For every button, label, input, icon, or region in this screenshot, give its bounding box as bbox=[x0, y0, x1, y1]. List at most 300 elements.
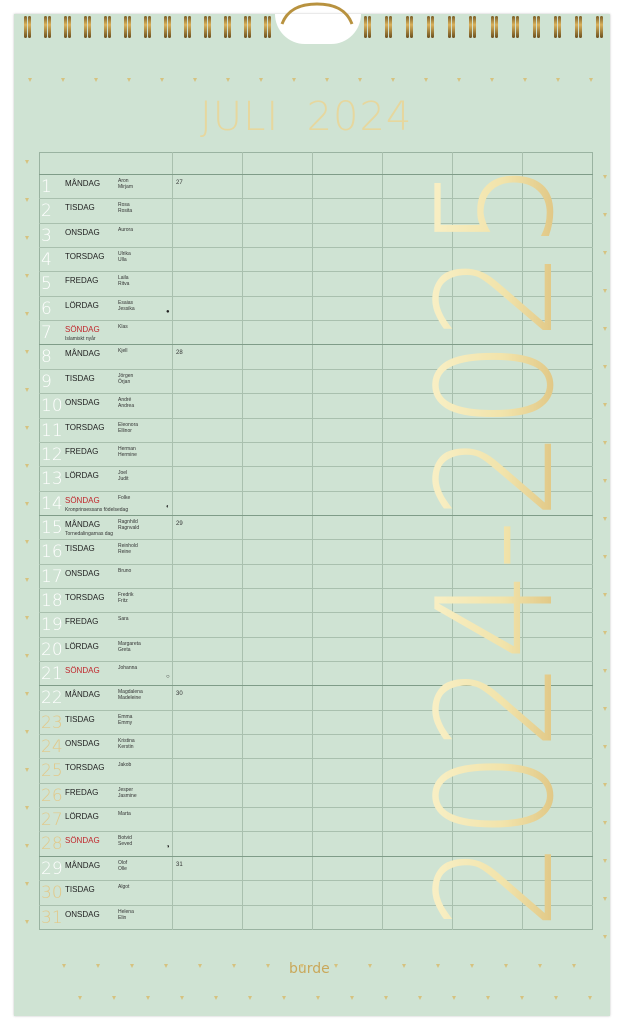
spiral-coil bbox=[410, 16, 413, 38]
name-day: Ragnvald bbox=[118, 524, 140, 531]
day-number: 4 bbox=[41, 250, 52, 271]
name-day: Ritva bbox=[118, 281, 130, 288]
week-number: 27 bbox=[176, 180, 183, 186]
name-day-names bbox=[118, 446, 170, 458]
name-day-names bbox=[118, 787, 170, 799]
decor-triangle bbox=[603, 175, 607, 179]
day-number: 21 bbox=[41, 664, 63, 684]
name-day: Folke bbox=[118, 494, 131, 501]
decor-triangle bbox=[603, 631, 607, 635]
spiral-coil bbox=[144, 16, 147, 38]
name-day: Laila bbox=[118, 275, 129, 282]
name-day: Marta bbox=[118, 811, 131, 818]
day-number: 30 bbox=[41, 883, 63, 904]
name-day-names bbox=[118, 909, 170, 921]
name-day: Olof bbox=[118, 859, 128, 866]
spiral-coil bbox=[431, 16, 434, 38]
name-day-names bbox=[118, 738, 170, 750]
spiral-coil bbox=[427, 16, 430, 38]
week-number: 28 bbox=[176, 350, 183, 357]
name-day: Botvid bbox=[118, 835, 132, 842]
spiral-coil bbox=[68, 16, 71, 38]
decor-triangle bbox=[214, 996, 218, 1000]
name-day-names bbox=[118, 835, 170, 847]
name-day: Elin bbox=[118, 914, 127, 921]
day-number: 24 bbox=[41, 737, 63, 758]
day-name: LÖRDAG bbox=[65, 641, 99, 651]
name-day: André bbox=[118, 397, 132, 404]
name-day: Esaias bbox=[118, 299, 134, 306]
day-name: SÖNDAG bbox=[65, 325, 100, 335]
spiral-coil bbox=[28, 16, 31, 38]
day-number: 22 bbox=[41, 688, 63, 709]
decor-triangle bbox=[127, 78, 131, 82]
spiral-coil bbox=[208, 16, 211, 38]
decor-triangle bbox=[384, 996, 388, 1000]
spiral-coil bbox=[48, 16, 51, 38]
day-name: MÅNDAG bbox=[65, 860, 101, 870]
spiral-coil bbox=[579, 16, 582, 38]
spiral-coil bbox=[44, 16, 47, 38]
decor-triangle bbox=[603, 821, 607, 825]
decor-triangle bbox=[316, 996, 320, 1000]
day-name: FREDAG bbox=[65, 276, 99, 286]
name-day-names bbox=[118, 860, 170, 872]
spiral-coil bbox=[248, 16, 251, 38]
day-number: 9 bbox=[41, 371, 52, 392]
decor-triangle bbox=[112, 996, 116, 1000]
spiral-coil bbox=[406, 16, 409, 38]
name-day-names bbox=[118, 714, 170, 726]
spiral-coil bbox=[512, 16, 515, 38]
name-day: Rosa bbox=[118, 202, 130, 209]
name-day: Algot bbox=[118, 884, 130, 891]
name-day-names bbox=[118, 373, 170, 385]
name-day: Ragnhild bbox=[118, 518, 138, 525]
day-name: LÖRDAG bbox=[65, 300, 99, 310]
day-name: TORSDAG bbox=[65, 422, 105, 432]
decor-triangle bbox=[25, 768, 29, 772]
day-number: 18 bbox=[41, 590, 63, 611]
decor-triangle bbox=[28, 78, 32, 82]
day-number: 7 bbox=[41, 323, 52, 344]
decor-triangle bbox=[25, 160, 29, 164]
day-name: TISDAG bbox=[65, 885, 95, 895]
spiral-coil bbox=[600, 16, 603, 38]
name-day: Klas bbox=[118, 324, 128, 331]
spiral-coil bbox=[88, 16, 91, 38]
day-name: ONSDAG bbox=[65, 739, 100, 749]
spiral-coil bbox=[204, 16, 207, 38]
decor-triangle bbox=[25, 350, 29, 354]
decor-triangle bbox=[25, 920, 29, 924]
name-day: Magdalena bbox=[118, 689, 143, 696]
spiral-coil bbox=[128, 16, 131, 38]
spiral-coil bbox=[64, 16, 67, 38]
name-day: Örjan bbox=[118, 378, 131, 385]
day-name: ONSDAG bbox=[65, 227, 100, 237]
day-name: SÖNDAG bbox=[65, 495, 100, 505]
name-day: Ellinor bbox=[118, 427, 132, 434]
day-number: 31 bbox=[41, 907, 63, 928]
decor-triangle bbox=[164, 964, 168, 968]
name-day: Aurora bbox=[118, 226, 134, 233]
spiral-coil bbox=[452, 16, 455, 38]
day-name: SÖNDAG bbox=[65, 666, 100, 675]
decor-triangle bbox=[25, 198, 29, 202]
decor-triangle bbox=[486, 996, 490, 1000]
day-name: MÅNDAG bbox=[65, 519, 101, 529]
name-day-names bbox=[118, 300, 170, 312]
spiral-coil bbox=[368, 16, 371, 38]
decor-triangle bbox=[180, 996, 184, 1000]
decor-triangle bbox=[418, 996, 422, 1000]
moon-phase-icon: ● bbox=[166, 308, 170, 315]
spiral-coil bbox=[188, 16, 191, 38]
decor-triangle bbox=[603, 669, 607, 673]
name-day: Reinhold bbox=[118, 543, 138, 550]
day-name: MÅNDAG bbox=[65, 179, 101, 188]
decor-triangle bbox=[248, 996, 252, 1000]
decor-triangle bbox=[78, 996, 82, 1000]
decor-triangle bbox=[603, 403, 607, 407]
holiday-label: Tornedalingarnas dag bbox=[65, 530, 114, 537]
name-day: Fredrik bbox=[118, 591, 134, 598]
moon-phase-icon: ○ bbox=[166, 674, 170, 680]
decor-triangle bbox=[603, 251, 607, 255]
decor-triangle bbox=[25, 616, 29, 620]
year-range-text: 2024-2025 bbox=[402, 57, 589, 930]
spiral-coil bbox=[184, 16, 187, 38]
name-day: Jörgen bbox=[118, 372, 134, 379]
day-name: TISDAG bbox=[65, 373, 95, 383]
decor-triangle bbox=[96, 964, 100, 968]
day-name: FREDAG bbox=[65, 787, 99, 797]
name-day-names bbox=[118, 543, 170, 555]
day-name: FREDAG bbox=[65, 446, 99, 456]
day-number: 26 bbox=[41, 785, 63, 806]
day-name: TORSDAG bbox=[65, 592, 105, 602]
name-day: Kerstin bbox=[118, 744, 134, 751]
name-day: Margareta bbox=[118, 640, 141, 647]
name-day-names bbox=[118, 397, 170, 409]
spiral-binding-left bbox=[24, 16, 274, 40]
spiral-coil bbox=[473, 16, 476, 38]
decor-triangle bbox=[490, 78, 494, 82]
decor-triangle bbox=[368, 964, 372, 968]
decor-triangle bbox=[25, 236, 29, 240]
name-day-names bbox=[118, 348, 170, 354]
decor-triangle bbox=[556, 78, 560, 82]
decor-triangle bbox=[62, 964, 66, 968]
decor-triangle bbox=[402, 964, 406, 968]
decor-triangle bbox=[292, 78, 296, 82]
spiral-coil bbox=[385, 16, 388, 38]
day-number: 6 bbox=[41, 298, 52, 319]
name-day-names bbox=[118, 178, 170, 190]
decor-triangle bbox=[603, 707, 607, 711]
name-day: Fritz bbox=[118, 597, 128, 604]
decor-triangle bbox=[358, 78, 362, 82]
name-day-names bbox=[118, 251, 170, 263]
spiral-coil bbox=[108, 16, 111, 38]
decor-triangle bbox=[603, 441, 607, 445]
name-day: Madeleine bbox=[118, 695, 142, 702]
decor-triangle bbox=[25, 426, 29, 430]
name-day: Herman bbox=[118, 445, 136, 452]
spiral-coil bbox=[596, 16, 599, 38]
day-number: 29 bbox=[41, 858, 63, 879]
day-number: 12 bbox=[41, 444, 63, 465]
moon-phase-icon: ◑ bbox=[166, 844, 170, 851]
name-day-names bbox=[118, 422, 170, 434]
decor-triangle bbox=[603, 593, 607, 597]
name-day-names bbox=[118, 568, 170, 574]
day-number: 2 bbox=[41, 201, 52, 222]
spiral-coil bbox=[364, 16, 367, 38]
decor-triangle bbox=[603, 517, 607, 521]
decor-triangle bbox=[25, 844, 29, 848]
holiday-label: Kronprinsessans födelsedag bbox=[65, 506, 129, 513]
decor-triangle bbox=[436, 964, 440, 968]
name-day-names bbox=[118, 592, 170, 604]
decor-triangle bbox=[61, 78, 65, 82]
name-day: Sara bbox=[118, 616, 129, 623]
name-day-names bbox=[118, 519, 170, 531]
day-name: TORSDAG bbox=[65, 763, 105, 773]
day-number: 15 bbox=[41, 517, 63, 538]
spiral-coil bbox=[537, 16, 540, 38]
decor-triangle bbox=[470, 964, 474, 968]
spiral-coil bbox=[389, 16, 392, 38]
day-name: LÖRDAG bbox=[65, 471, 99, 481]
week-number: 31 bbox=[176, 861, 183, 868]
decor-triangle bbox=[554, 996, 558, 1000]
decor-triangle bbox=[25, 540, 29, 544]
decor-triangle bbox=[603, 859, 607, 863]
name-day: Helena bbox=[118, 908, 134, 915]
decor-triangle bbox=[25, 274, 29, 278]
spiral-coil bbox=[124, 16, 127, 38]
decor-triangle bbox=[603, 745, 607, 749]
decor-triangle bbox=[452, 996, 456, 1000]
day-number: 23 bbox=[41, 712, 63, 733]
name-day: Ulla bbox=[118, 257, 127, 264]
decor-triangle bbox=[25, 730, 29, 734]
decor-triangle bbox=[94, 78, 98, 82]
decor-triangle bbox=[25, 312, 29, 316]
day-name: LÖRDAG bbox=[65, 812, 99, 822]
decor-triangle bbox=[603, 897, 607, 901]
name-day: Olle bbox=[118, 865, 127, 872]
day-name: ONSDAG bbox=[65, 568, 100, 578]
spiral-coil bbox=[491, 16, 494, 38]
name-day-names bbox=[118, 811, 170, 817]
spiral-binding-right bbox=[364, 16, 604, 40]
decor-triangle bbox=[25, 806, 29, 810]
brand-logo: burde bbox=[289, 961, 330, 977]
spiral-coil bbox=[168, 16, 171, 38]
spiral-coil bbox=[164, 16, 167, 38]
name-day: Seved bbox=[118, 841, 133, 848]
decor-triangle bbox=[130, 964, 134, 968]
name-day: Jesper bbox=[118, 786, 134, 793]
decor-triangle bbox=[25, 882, 29, 886]
spiral-coil bbox=[268, 16, 271, 38]
name-day: Hermine bbox=[118, 451, 137, 458]
spiral-coil bbox=[264, 16, 267, 38]
day-number: 19 bbox=[41, 615, 63, 636]
decor-triangle bbox=[300, 964, 304, 968]
decor-triangle bbox=[232, 964, 236, 968]
name-day: Johanna bbox=[118, 665, 138, 671]
decor-triangle bbox=[282, 996, 286, 1000]
name-day: Emmy bbox=[118, 719, 133, 726]
name-day: Ulrika bbox=[118, 251, 131, 258]
decor-triangle bbox=[25, 578, 29, 582]
decor-triangle bbox=[504, 964, 508, 968]
day-number: 20 bbox=[41, 639, 63, 660]
holiday-label: Islamiskt nyår bbox=[65, 336, 96, 343]
name-day: Jasmine bbox=[118, 792, 137, 799]
decor-triangle bbox=[520, 996, 524, 1000]
spiral-coil bbox=[84, 16, 87, 38]
spiral-coil bbox=[104, 16, 107, 38]
name-day: Greta bbox=[118, 646, 131, 653]
day-number: 16 bbox=[41, 542, 63, 563]
day-number: 1 bbox=[41, 177, 52, 197]
day-number: 11 bbox=[41, 420, 63, 441]
spiral-coil bbox=[554, 16, 557, 38]
name-day: Judit bbox=[118, 476, 129, 483]
decor-triangle bbox=[266, 964, 270, 968]
day-number: 13 bbox=[41, 469, 63, 490]
decor-triangle bbox=[146, 996, 150, 1000]
spiral-coil bbox=[469, 16, 472, 38]
spiral-coil bbox=[575, 16, 578, 38]
name-day: Bruno bbox=[118, 567, 132, 574]
name-day-names bbox=[118, 641, 170, 653]
day-name: SÖNDAG bbox=[65, 836, 100, 846]
name-day-names bbox=[118, 616, 170, 622]
day-name: MÅNDAG bbox=[65, 349, 101, 359]
decor-triangle bbox=[193, 78, 197, 82]
spiral-coil bbox=[516, 16, 519, 38]
spiral-coil bbox=[24, 16, 27, 38]
spiral-coil bbox=[148, 16, 151, 38]
name-day-names bbox=[118, 324, 170, 330]
decor-triangle bbox=[603, 479, 607, 483]
decor-triangle bbox=[589, 78, 593, 82]
day-number: 17 bbox=[41, 566, 63, 587]
decor-triangle bbox=[603, 327, 607, 331]
name-day-names bbox=[118, 665, 170, 671]
day-number: 3 bbox=[41, 225, 52, 246]
decor-triangle bbox=[424, 78, 428, 82]
day-name: TISDAG bbox=[65, 714, 95, 724]
name-day: Eleonora bbox=[118, 421, 139, 428]
decor-triangle bbox=[523, 78, 527, 82]
day-name: TISDAG bbox=[65, 203, 95, 213]
name-day-names bbox=[118, 202, 170, 214]
name-day-names bbox=[118, 227, 170, 233]
spiral-coil bbox=[228, 16, 231, 38]
decor-triangle bbox=[325, 78, 329, 82]
day-name: TORSDAG bbox=[65, 252, 105, 262]
decor-triangle bbox=[391, 78, 395, 82]
day-number: 8 bbox=[41, 347, 52, 368]
day-name: FREDAG bbox=[65, 617, 99, 627]
decor-triangle bbox=[603, 555, 607, 559]
day-number: 28 bbox=[41, 834, 63, 855]
decor-triangle bbox=[572, 964, 576, 968]
name-day-names bbox=[118, 689, 170, 701]
name-day-names bbox=[118, 470, 170, 482]
decor-triangle bbox=[603, 935, 607, 939]
decor-triangle bbox=[25, 692, 29, 696]
decor-triangle bbox=[160, 78, 164, 82]
month-title: JULI 2024 bbox=[200, 94, 413, 140]
decor-triangle bbox=[603, 783, 607, 787]
day-name: ONSDAG bbox=[65, 909, 100, 919]
decor-triangle bbox=[25, 502, 29, 506]
hanger-wire-icon bbox=[278, 2, 356, 32]
name-day: Rosita bbox=[118, 208, 133, 215]
day-name: TISDAG bbox=[65, 544, 95, 554]
spiral-coil bbox=[533, 16, 536, 38]
week-number: 30 bbox=[176, 691, 183, 698]
decor-triangle bbox=[259, 78, 263, 82]
day-number: 10 bbox=[41, 396, 63, 417]
year-range-graphic bbox=[402, 57, 589, 930]
day-number: 27 bbox=[41, 810, 63, 831]
name-day: Joel bbox=[118, 470, 128, 477]
name-day-names bbox=[118, 495, 170, 501]
name-day: Reine bbox=[118, 549, 132, 556]
spiral-coil bbox=[495, 16, 498, 38]
name-day: Emma bbox=[118, 713, 133, 720]
day-number: 14 bbox=[41, 493, 63, 514]
spiral-coil bbox=[244, 16, 247, 38]
decor-triangle bbox=[350, 996, 354, 1000]
day-name: MÅNDAG bbox=[65, 690, 101, 700]
decor-triangle bbox=[226, 78, 230, 82]
name-day: Kjell bbox=[118, 348, 128, 355]
decor-triangle bbox=[588, 996, 592, 1000]
name-day: Jessika bbox=[118, 305, 135, 312]
decor-triangle bbox=[603, 365, 607, 369]
decor-triangle bbox=[334, 964, 338, 968]
name-day: Aron bbox=[118, 178, 129, 184]
decor-triangle bbox=[457, 78, 461, 82]
week-number: 29 bbox=[176, 520, 183, 527]
decor-triangle bbox=[25, 654, 29, 658]
decor-triangle bbox=[25, 388, 29, 392]
spiral-coil bbox=[224, 16, 227, 38]
decor-triangle bbox=[198, 964, 202, 968]
spiral-coil bbox=[558, 16, 561, 38]
day-number: 25 bbox=[41, 761, 63, 782]
name-day: Jakob bbox=[118, 762, 132, 769]
decor-triangle bbox=[538, 964, 542, 968]
name-day-names bbox=[118, 762, 170, 768]
name-day-names bbox=[118, 884, 170, 890]
name-day: Andrea bbox=[118, 403, 135, 410]
name-day-names bbox=[118, 275, 170, 287]
moon-phase-icon: ◐ bbox=[166, 503, 170, 510]
decor-triangle bbox=[25, 464, 29, 468]
decor-triangle bbox=[603, 213, 607, 217]
